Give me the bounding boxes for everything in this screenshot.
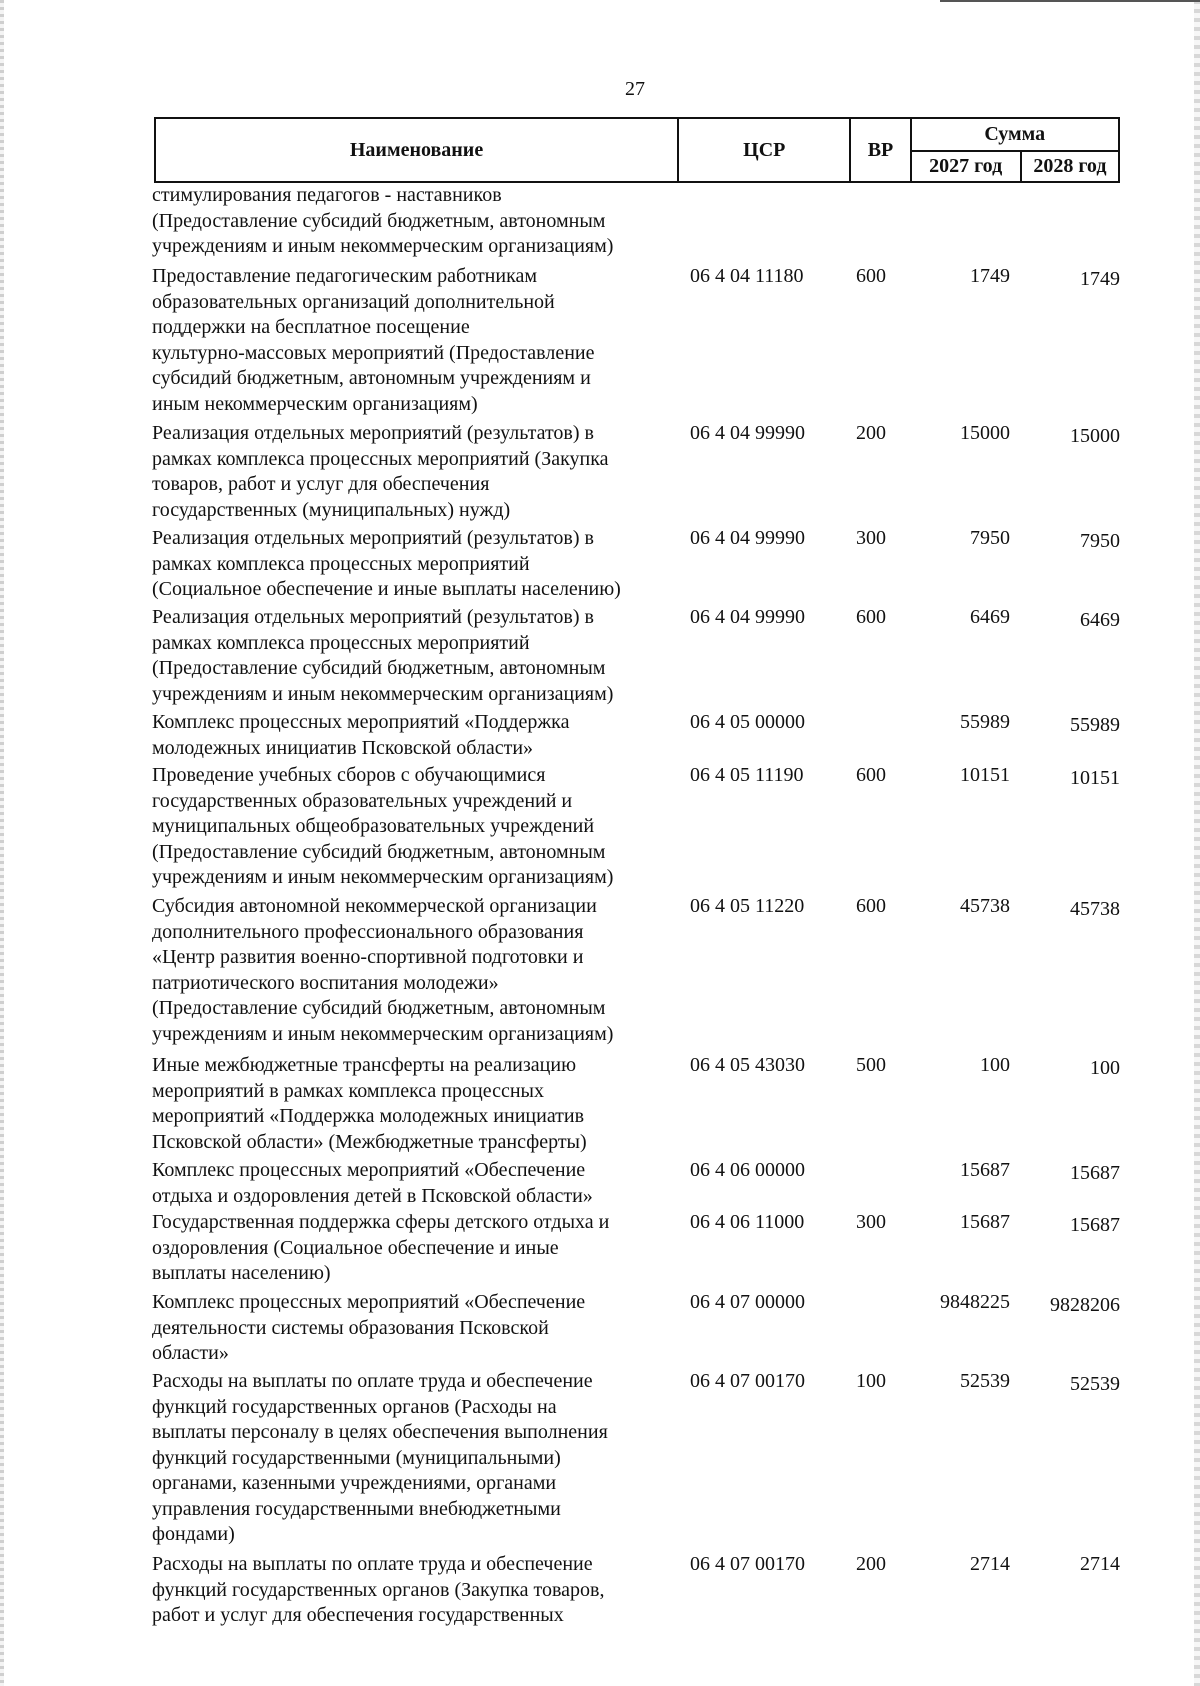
row-csr: 06 4 04 99990 [690,527,805,549]
row-name-line: Комплекс процессных мероприятий «Обеспечение [152,1291,586,1313]
row-csr: 06 4 05 43030 [690,1054,805,1076]
row-sum-2028: 1749 [1080,268,1120,290]
row-name-line: учреждениям и иным некоммерческим организациям) [152,866,614,888]
row-name-line: Реализация отдельных мероприятий (результатов) в [152,527,594,549]
row-name-line: Государственная поддержка сферы детского отдыха и [152,1211,610,1233]
row-name [152,1158,677,1209]
row-name-line: Проведение учебных сборов с обучающимися [152,764,546,786]
row-csr: 06 4 06 00000 [690,1159,805,1181]
row-name-line: функций государственных органов (Закупка товаров, [152,1578,605,1601]
header-sum: Сумма [911,118,1119,151]
row-name-line: Комплекс процессных мероприятий «Обеспечение [152,1159,586,1181]
row-sum-2027: 52539 [960,1370,1010,1392]
row-name-line: функций государственных органов (Расходы на [152,1395,557,1418]
row-name-line: Реализация отдельных мероприятий (результатов) в [152,422,594,444]
row-name-line: товаров, работ и услуг для обеспечения [152,473,490,495]
row-sum-2028: 6469 [1080,609,1120,631]
row-name [152,1552,677,1629]
scan-edge-right [1194,0,1200,1686]
row-name-line: Псковской области» (Межбюджетные трансферты) [152,1130,587,1153]
row-name-line: Расходы на выплаты по оплате труда и обеспечение [152,1370,593,1392]
page-number [0,78,1200,101]
row-name-line: дополнительного профессионального образования [152,920,584,943]
row-name-line: молодежных инициатив Псковской области» [152,736,534,759]
row-csr: 06 4 04 11180 [690,265,804,287]
row-name-line: рамках комплекса процессных мероприятий [152,631,530,654]
row-sum-2028: 55989 [1070,714,1120,736]
row-sum-2027: 1749 [970,265,1010,287]
row-name [152,1369,677,1548]
row-sum-2028: 15000 [1070,425,1120,447]
row-name-line: учреждениям и иным некоммерческим организациям) [152,682,614,705]
row-name [152,1210,677,1287]
page-number-text: 27 [625,78,645,100]
table-header [154,117,1120,183]
row-name-line: Реализация отдельных мероприятий (результатов) в [152,606,594,628]
row-csr: 06 4 05 00000 [690,711,805,733]
row-name-line: органами, казенными учреждениями, органами [152,1472,557,1494]
header-csr: ЦСР [678,118,850,182]
row-vr: 300 [856,1211,886,1233]
row-name-line: стимулирования педагогов - наставников [152,184,502,206]
row-csr: 06 4 05 11190 [690,764,804,786]
row-name-line: мероприятий «Поддержка молодежных инициатив [152,1105,585,1127]
row-name-line: Расходы на выплаты по оплате труда и обеспечение [152,1553,593,1575]
row-name-line: (Предоставление субсидий бюджетным, автономным [152,840,606,863]
row-csr: 06 4 04 99990 [690,606,805,628]
row-sum-2027: 10151 [960,764,1010,786]
row-vr: 200 [856,422,886,444]
row-name-line: «Центр развития военно-спортивной подготовки и [152,946,584,968]
row-sum-2028: 100 [1090,1057,1120,1079]
row-vr: 300 [856,527,886,549]
row-name-line: выплаты населению) [152,1262,331,1284]
row-sum-2028: 2714 [1080,1553,1120,1575]
row-name-line: работ и услуг для обеспечения государственных [152,1604,564,1626]
row-sum-2028: 45738 [1070,898,1120,920]
row-name [152,605,677,707]
row-name-line: рамках комплекса процессных мероприятий (Закупка [152,447,609,470]
row-sum-2028: 9828206 [1050,1294,1120,1316]
row-vr: 100 [856,1370,886,1392]
header-year-2028: 2028 год [1021,151,1119,182]
row-name [152,1290,677,1367]
row-sum-2027: 6469 [970,606,1010,628]
row-name-line: мероприятий в рамках комплекса процессных [152,1079,544,1102]
row-name [152,264,677,417]
row-vr: 600 [856,895,886,917]
row-vr: 600 [856,606,886,628]
row-name-line: патриотического воспитания молодежи» [152,971,499,994]
row-name [152,183,677,260]
row-name-line: функций государственными (муниципальными) [152,1446,561,1469]
row-name-line: Комплекс процессных мероприятий «Поддержка [152,711,570,733]
row-sum-2027: 15687 [960,1159,1010,1181]
row-sum-2027: 55989 [960,711,1010,733]
row-csr: 06 4 06 11000 [690,1211,805,1233]
row-name-line: культурно-массовых мероприятий (Предоставление [152,341,595,364]
row-name-line: иным некоммерческим организациям) [152,392,478,415]
header-name: Наименование [155,118,678,182]
row-sum-2028: 15687 [1070,1162,1120,1184]
row-sum-2027: 15000 [960,422,1010,444]
header-vr: ВР [850,118,910,182]
row-csr: 06 4 04 99990 [690,422,805,444]
row-name-line: (Социальное обеспечение и иные выплаты населению) [152,578,621,600]
row-csr: 06 4 05 11220 [690,895,805,917]
row-sum-2027: 100 [980,1054,1010,1076]
row-name-line: Предоставление педагогическим работникам [152,265,538,287]
row-name-line: (Предоставление субсидий бюджетным, автономным [152,997,606,1019]
row-name-line: области» [152,1342,229,1364]
row-name-line: государственных образовательных учреждений и [152,789,573,812]
row-vr: 500 [856,1054,886,1076]
row-name [152,421,677,523]
row-name-line: (Предоставление субсидий бюджетным, автономным [152,657,606,679]
row-name-line: фондами) [152,1523,235,1545]
header-year-2027: 2027 год [911,151,1021,182]
row-name-line: государственных (муниципальных) нужд) [152,498,511,521]
row-name-line: учреждениям и иным некоммерческим организациям) [152,1022,614,1045]
row-name-line: субсидий бюджетным, автономным учреждениям и [152,367,591,389]
row-name [152,526,677,603]
row-name-line: выплаты персоналу в целях обеспечения выполнения [152,1421,608,1443]
row-name-line: оздоровления (Социальное обеспечение и иные [152,1236,559,1259]
row-csr: 06 4 07 00170 [690,1553,805,1575]
row-sum-2027: 7950 [970,527,1010,549]
row-name-line: Субсидия автономной некоммерческой организации [152,895,597,917]
row-name-line: муниципальных общеобразовательных учреждений [152,815,595,837]
scan-edge-left [0,0,4,1686]
row-vr: 600 [856,265,886,287]
row-name-line: рамках комплекса процессных мероприятий [152,552,530,575]
row-name-line: деятельности системы образования Псковской [152,1316,549,1339]
row-sum-2027: 45738 [960,895,1010,917]
row-name [152,894,677,1047]
row-csr: 06 4 07 00170 [690,1370,805,1392]
row-name-line: Иные межбюджетные трансферты на реализацию [152,1054,577,1076]
row-vr: 200 [856,1553,886,1575]
row-name-line: (Предоставление субсидий бюджетным, автономным [152,209,606,232]
row-sum-2028: 15687 [1070,1214,1120,1236]
row-sum-2027: 2714 [970,1553,1010,1575]
row-name [152,763,677,891]
row-name-line: отдыха и оздоровления детей в Псковской области» [152,1184,593,1207]
row-sum-2027: 9848225 [940,1291,1010,1313]
row-name-line: учреждениям и иным некоммерческим организациям) [152,235,614,257]
row-sum-2027: 15687 [960,1211,1010,1233]
row-csr: 06 4 07 00000 [690,1291,805,1313]
row-name-line: управления государственными внебюджетными [152,1497,561,1520]
row-name-line: образовательных организаций дополнительной [152,290,555,313]
row-sum-2028: 52539 [1070,1373,1120,1395]
row-sum-2028: 7950 [1080,530,1120,552]
row-name-line: поддержки на бесплатное посещение [152,316,470,338]
row-sum-2028: 10151 [1070,767,1120,789]
scan-artifact-line [940,0,1200,2]
row-name [152,1053,677,1155]
row-vr: 600 [856,764,886,786]
row-name [152,710,677,761]
